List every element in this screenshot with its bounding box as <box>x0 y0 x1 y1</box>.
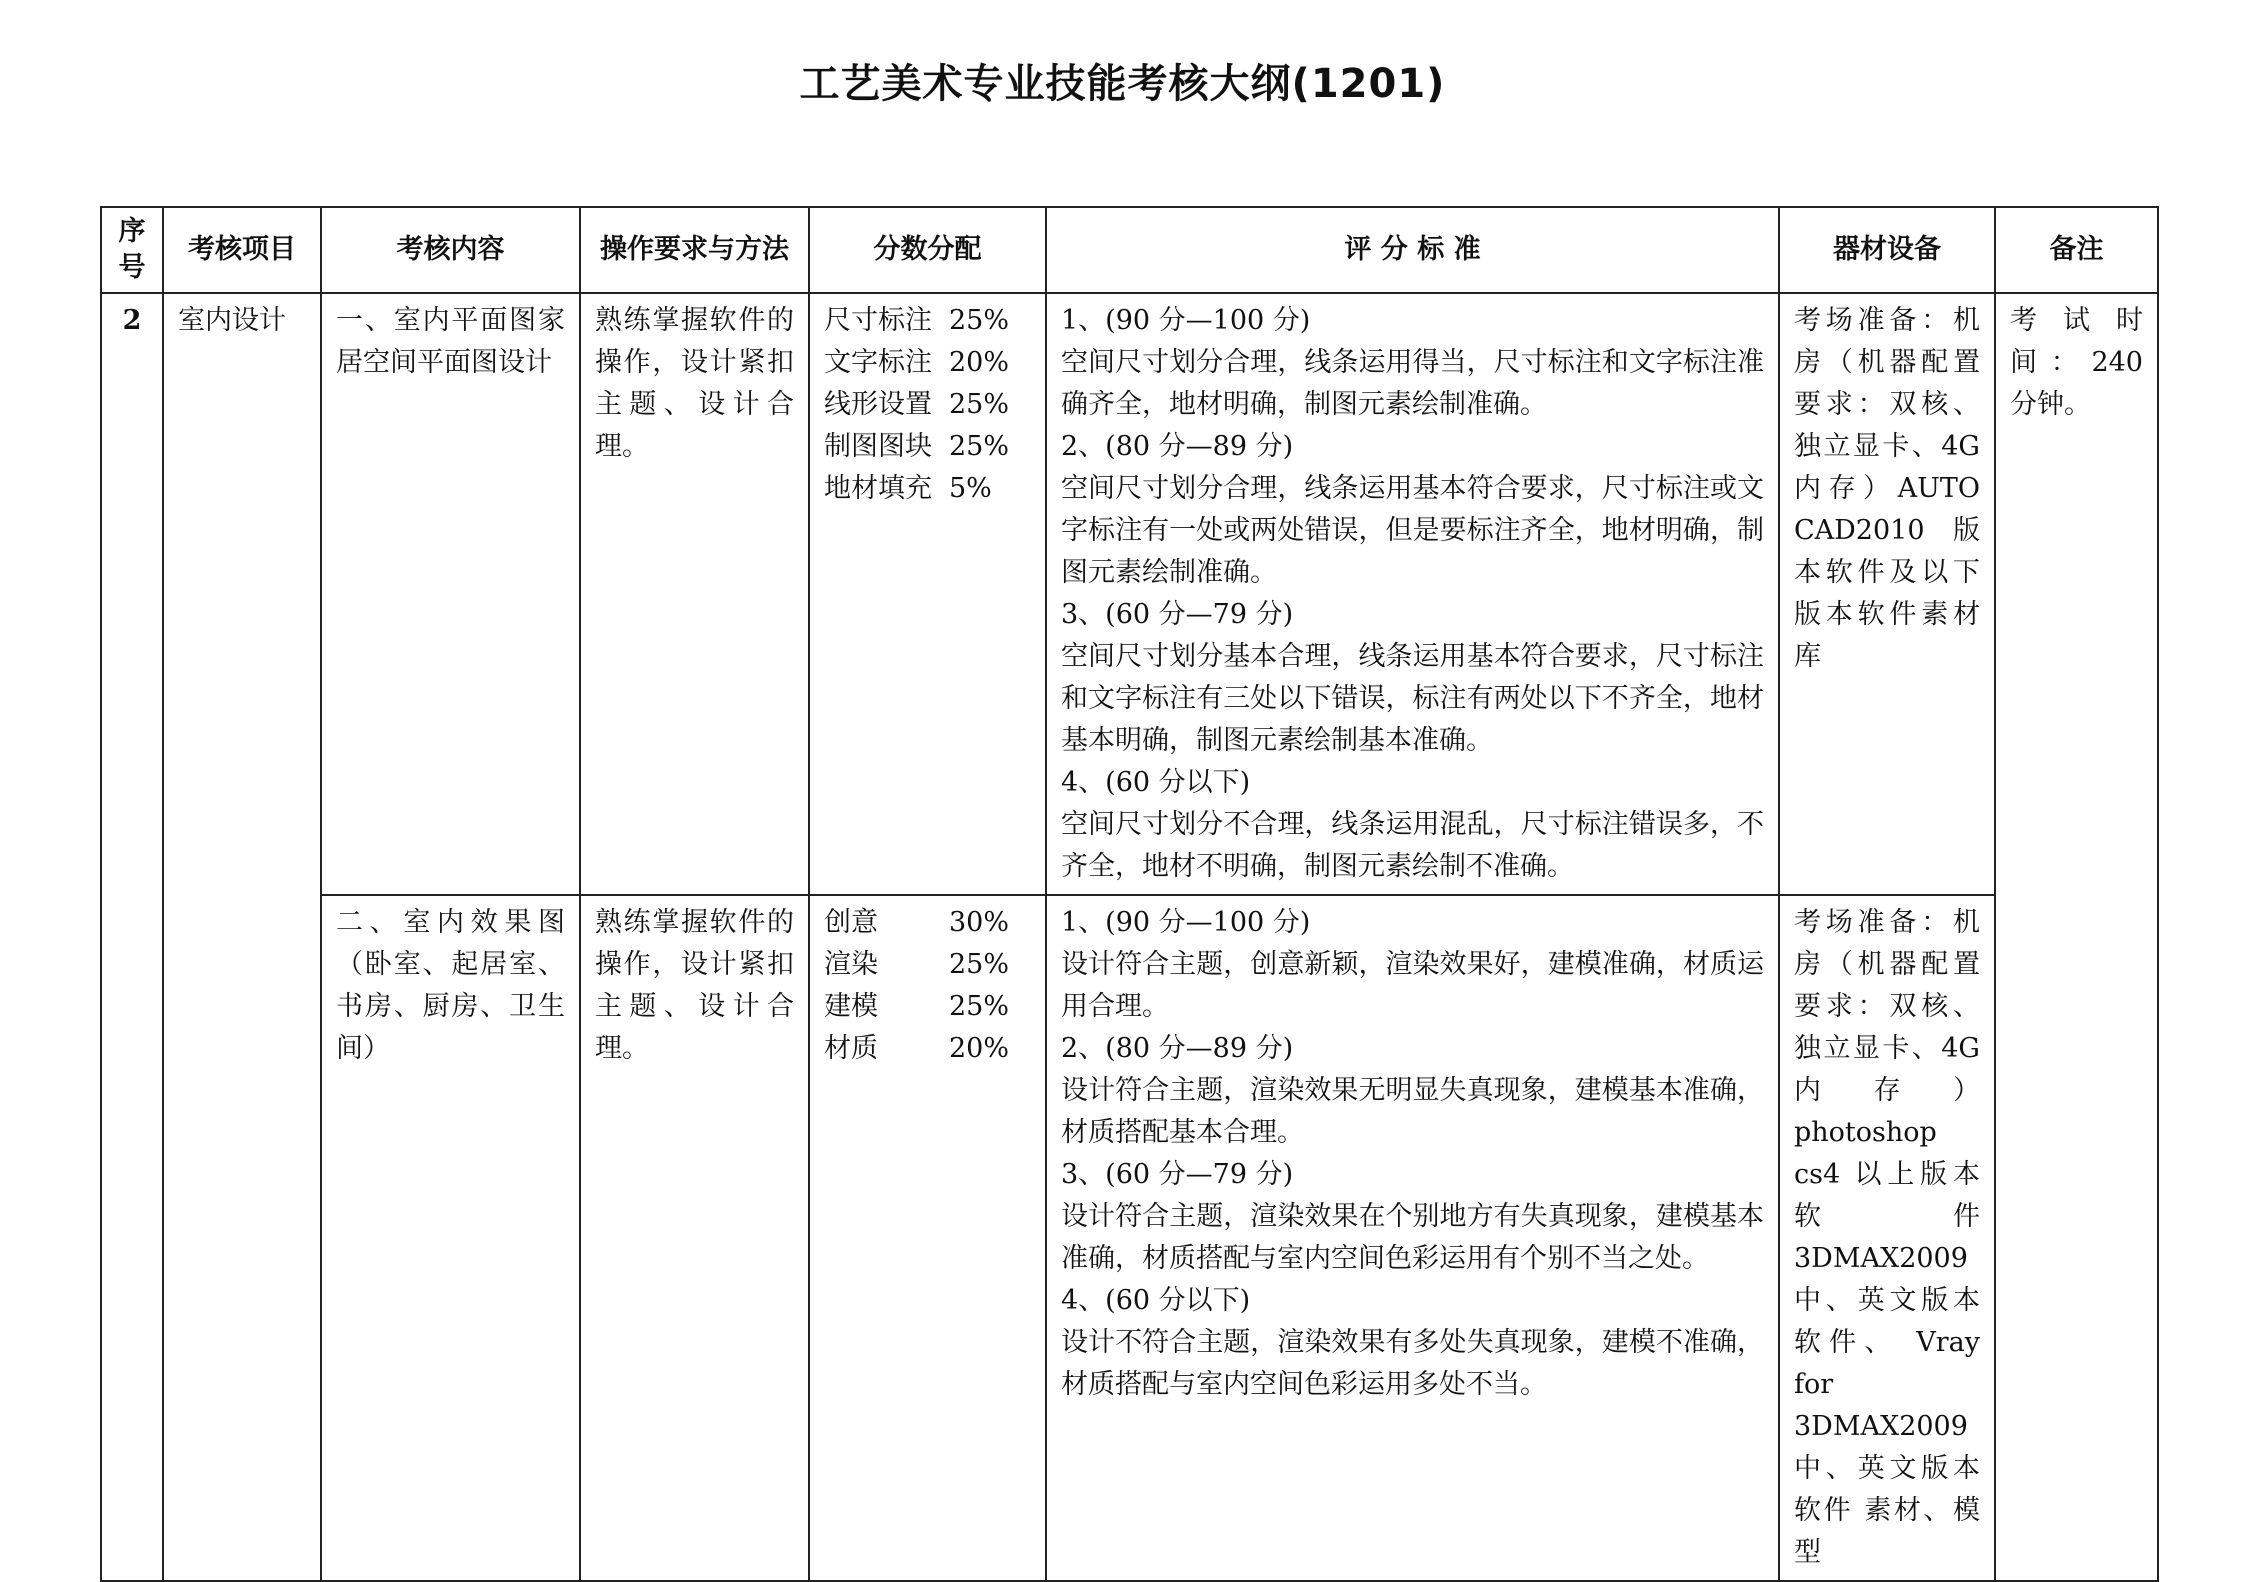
score-item: 文字标注 <box>824 347 932 378</box>
criteria-desc: 设计符合主题，渲染效果在个别地方有失真现象，建模基本准确，材质搭配与室内空间色彩运用有个别不当之处。 <box>1061 1201 1764 1274</box>
score-item: 制图图块 <box>824 431 932 462</box>
criteria-grade: 3、(60 分—79 分) <box>1061 599 1294 630</box>
score-item: 线形设置 <box>824 389 932 420</box>
score-row <box>824 986 1031 1028</box>
criteria-grade: 2、(80 分—89 分) <box>1061 431 1294 462</box>
criteria-grade: 3、(60 分—79 分) <box>1061 1159 1294 1190</box>
score-pct: 25% <box>949 949 1010 980</box>
row-project: 室内设计 <box>163 293 321 1581</box>
task-2-criteria <box>1046 895 1779 1581</box>
header-method: 操作要求与方法 <box>580 207 809 293</box>
task-2-method: 熟练掌握软件的操作，设计紧扣主题、设计合理。 <box>580 895 809 1581</box>
criteria-desc: 设计符合主题，渲染效果无明显失真现象，建模基本准确，材质搭配基本合理。 <box>1061 1075 1764 1148</box>
score-row <box>824 342 1031 384</box>
header-project: 考核项目 <box>163 207 321 293</box>
document-title: 工艺美术专业技能考核大纲(1201) <box>799 61 1446 107</box>
criteria-grade: 4、(60 分以下) <box>1061 1285 1251 1316</box>
task-row-2 <box>101 895 2158 1581</box>
score-row <box>824 384 1031 426</box>
task-2-equipment: 考场准备：机房（机器配置要求：双核、独立显卡、4G 内存）photoshop cs4 以上版本软件 3DMAX2009 中、英文版本软件、 Vray for 3DMAX2009 中、英文版本软件 素材、模型 <box>1779 895 1995 1581</box>
score-pct: 5% <box>949 473 992 504</box>
header-seq: 序号 <box>101 207 163 293</box>
score-pct: 25% <box>949 389 1010 420</box>
score-pct: 25% <box>949 431 1010 462</box>
criteria-desc: 空间尺寸划分不合理，线条运用混乱，尺寸标注错误多，不齐全，地材不明确，制图元素绘制不准确。 <box>1061 809 1764 882</box>
criteria-desc: 空间尺寸划分基本合理，线条运用基本符合要求，尺寸标注和文字标注有三处以下错误，标注有两处以下不齐全，地材基本明确，制图元素绘制基本准确。 <box>1061 641 1764 756</box>
header-score: 分数分配 <box>809 207 1046 293</box>
score-row <box>824 1028 1031 1070</box>
score-pct: 20% <box>949 347 1010 378</box>
criteria-grade: 1、(90 分—100 分) <box>1061 907 1311 938</box>
task-1-criteria <box>1046 293 1779 895</box>
header-row <box>101 207 2158 293</box>
score-item: 尺寸标注 <box>824 305 932 336</box>
score-item: 建模 <box>824 991 878 1022</box>
score-pct: 30% <box>949 907 1010 938</box>
criteria-grade: 4、(60 分以下) <box>1061 767 1251 798</box>
score-item: 地材填充 <box>824 473 932 504</box>
score-item: 材质 <box>824 1033 878 1064</box>
score-pct: 20% <box>949 1033 1010 1064</box>
score-pct: 25% <box>949 991 1010 1022</box>
task-row-1 <box>101 293 2158 895</box>
task-2-content: 二、室内效果图（卧室、起居室、书房、厨房、卫生间） <box>321 895 580 1581</box>
task-1-equipment: 考场准备：机房（机器配置要求：双核、独立显卡、4G 内存）AUTO CAD2010 版本软件及以下版本软件素材库 <box>1779 293 1995 895</box>
criteria-grade: 2、(80 分—89 分) <box>1061 1033 1294 1064</box>
criteria-desc: 空间尺寸划分合理，线条运用基本符合要求，尺寸标注或文字标注有一处或两处错误，但是要标注齐全，地材明确，制图元素绘制准确。 <box>1061 473 1764 588</box>
task-2-scores <box>809 895 1046 1581</box>
score-item: 创意 <box>824 907 878 938</box>
criteria-desc: 设计符合主题，创意新颖，渲染效果好，建模准确，材质运用合理。 <box>1061 949 1764 1022</box>
score-row <box>824 426 1031 468</box>
score-row <box>824 902 1031 944</box>
score-row <box>824 468 1031 510</box>
task-1-scores <box>809 293 1046 895</box>
criteria-grade: 1、(90 分—100 分) <box>1061 305 1311 336</box>
score-item: 渲染 <box>824 949 878 980</box>
row-seq: 2 <box>101 293 163 1581</box>
criteria-desc: 空间尺寸划分合理，线条运用得当，尺寸标注和文字标注准确齐全，地材明确，制图元素绘制准确。 <box>1061 347 1764 420</box>
header-equipment: 器材设备 <box>1779 207 1995 293</box>
task-1-method: 熟练掌握软件的操作，设计紧扣主题、设计合理。 <box>580 293 809 895</box>
score-row <box>824 300 1031 342</box>
header-remark: 备注 <box>1995 207 2158 293</box>
header-criteria: 评 分 标 准 <box>1046 207 1779 293</box>
row-remark: 考试时间：240 分钟。 <box>1995 293 2158 1581</box>
assessment-table <box>100 206 2159 1582</box>
score-pct: 25% <box>949 305 1010 336</box>
score-row <box>824 944 1031 986</box>
header-content: 考核内容 <box>321 207 580 293</box>
task-1-content: 一、室内平面图家居空间平面图设计 <box>321 293 580 895</box>
criteria-desc: 设计不符合主题，渲染效果有多处失真现象，建模不准确，材质搭配与室内空间色彩运用多处不当。 <box>1061 1327 1764 1400</box>
